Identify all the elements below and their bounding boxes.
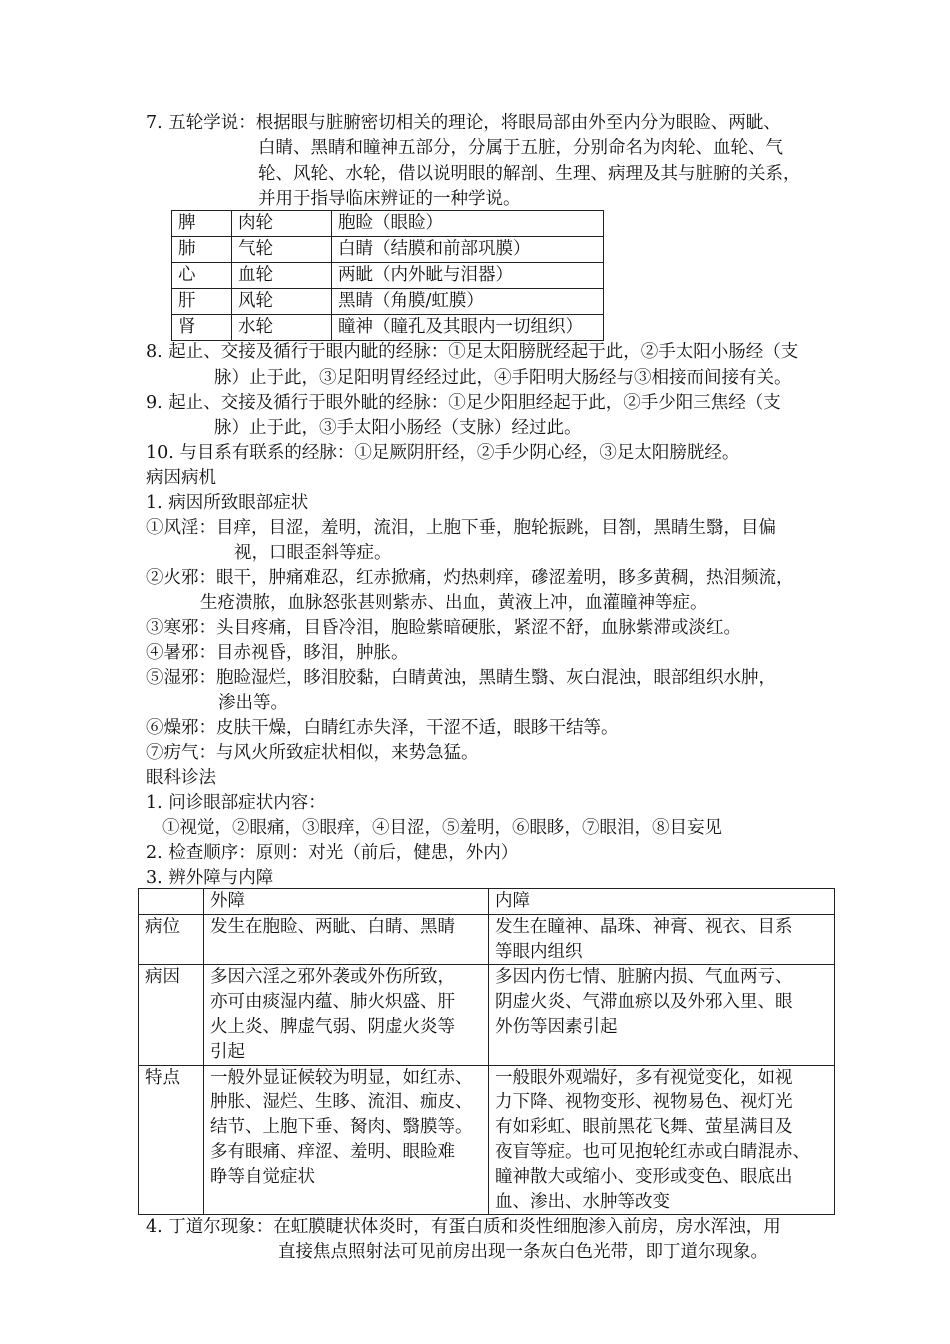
para-7-line2: 白睛、黑睛和瞳神五部分，分属于五脏，分别命名为肉轮、血轮、气 — [258, 138, 783, 158]
zhang-cell-line: 睁等自觉症状 — [210, 1166, 315, 1187]
zhang-cell-line: 瞳神散大或缩小、变形或变色、眼底出 — [495, 1166, 793, 1187]
wulun-row — [172, 315, 604, 341]
wulun-organ: 肺 — [172, 237, 232, 263]
diag-3: 3. 辨外障与内障 — [146, 868, 274, 888]
cause-7: ⑦疠气：与风火所致症状相似，来势急猛。 — [146, 743, 479, 763]
para-9-line1: 9. 起止、交接及循行于眼外眦的经脉：①足少阳胆经起于此，②手少阳三焦经（支 — [146, 393, 781, 413]
zhang-cell-line: 阴虚火炎、气滞血瘀以及外邪入里、眼 — [495, 992, 793, 1013]
zhang-cell-line: 引起 — [210, 1041, 245, 1062]
cause-2-line2: 生疮溃脓，血脉怒张甚则紫赤、出血，黄液上冲，血灌瞳神等症。 — [200, 593, 708, 613]
cause-4: ④暑邪：目赤视昏，眵泪，肿胀。 — [146, 643, 409, 663]
zhang-cell-line: 肿胀、湿烂、生眵、流泪、痂皮、 — [210, 1092, 473, 1113]
zhang-row — [139, 965, 835, 1065]
cause-1-line2: 视，口眼歪斜等症。 — [234, 543, 392, 563]
cause-1-line1: ①风淫：目痒，目涩，羞明，流泪，上胞下垂，胞轮振跳，目劄，黑睛生翳，目偏 — [146, 518, 776, 538]
zhang-cell-nei — [489, 914, 835, 965]
zhang-cell-line: 多有眼痛、痒涩、羞明、眼睑难 — [210, 1141, 455, 1162]
cause-5-line1: ⑤湿邪：胞睑湿烂，眵泪胶黏，白睛黄浊，黑睛生翳、灰白混浊，眼部组织水肿， — [146, 668, 776, 688]
wulun-wheel: 气轮 — [232, 237, 332, 263]
diag-2: 2. 检查顺序：原则：对光（前后，健患，外内） — [146, 843, 519, 863]
zhang-cell-line: 外伤等因素引起 — [495, 1016, 618, 1037]
zhang-cell-line: 夜盲等症。也可见抱轮红赤或白睛混赤、 — [495, 1141, 810, 1162]
cause-6: ⑥燥邪：皮肤干燥，白睛红赤失泽，干涩不适，眼眵干结等。 — [146, 718, 619, 738]
diag-1-items: ①视觉，②眼痛，③眼痒，④目涩，⑤羞明，⑥眼眵，⑦眼泪，⑧目妄见 — [162, 818, 722, 838]
para-4-line2: 直接焦点照射法可见前房出现一条灰白色光带，即丁道尔现象。 — [278, 1242, 768, 1262]
wulun-organ: 脾 — [172, 211, 232, 237]
zhang-cell-line: 发生在胞睑、两眦、白睛、黑睛 — [210, 916, 455, 937]
wulun-organ: 肝 — [172, 289, 232, 315]
zhang-header-empty — [139, 889, 204, 915]
para-8-line2: 脉）止于此，③足阳明胃经经过此，④手阳明大肠经与③相接而间接有关。 — [214, 368, 792, 388]
wulun-table — [171, 210, 604, 341]
wulun-row — [172, 289, 604, 315]
zhang-header-row — [139, 889, 835, 915]
zhang-row-label: 特点 — [139, 1065, 204, 1215]
zhang-cell-nei — [489, 1065, 835, 1215]
wulun-row — [172, 263, 604, 289]
zhang-cell-line: 多因六淫之邪外袭或外伤所致， — [210, 967, 455, 988]
zhang-cell-line: 一般外显证候较为明显，如红赤、 — [210, 1067, 473, 1088]
zhang-cell-line: 结节、上胞下垂、胬肉、翳膜等。 — [210, 1117, 473, 1138]
zhang-cell-line: 血、渗出、水肿等改变 — [495, 1191, 670, 1212]
zhang-cell-line: 有如彩虹、眼前黑花飞舞、萤星满目及 — [495, 1117, 793, 1138]
diag-1: 1. 问诊眼部症状内容： — [146, 793, 326, 813]
wulun-part: 白睛（结膜和前部巩膜） — [332, 237, 604, 263]
cause-5-line2: 渗出等。 — [218, 693, 288, 713]
para-4-line1: 4. 丁道尔现象：在虹膜睫状体炎时，有蛋白质和炎性细胞渗入前房，房水浑浊，用 — [146, 1217, 781, 1237]
zhang-header-wai: 外障 — [204, 889, 489, 915]
zhang-header-nei: 内障 — [489, 889, 835, 915]
zhang-cell-line: 亦可由痰湿内蕴、肺火炽盛、肝 — [210, 992, 455, 1013]
zhang-cell-wai — [204, 965, 489, 1065]
zhang-cell-wai — [204, 914, 489, 965]
cause-3: ③寒邪：头目疼痛，目昏冷泪，胞睑紫暗硬胀，紧涩不舒，血脉紫滞或淡红。 — [146, 618, 741, 638]
para-7-line1: 7. 五轮学说：根据眼与脏腑密切相关的理论，将眼局部由外至内分为眼睑、两眦、 — [146, 113, 781, 133]
wulun-part: 两眦（内外眦与泪器） — [332, 263, 604, 289]
zhang-row — [139, 1065, 835, 1215]
zhang-cell-nei — [489, 965, 835, 1065]
zhang-cell-line: 发生在瞳神、晶珠、神膏、视衣、目系 — [495, 916, 793, 937]
wulun-wheel: 肉轮 — [232, 211, 332, 237]
wulun-row — [172, 237, 604, 263]
wulun-organ: 心 — [172, 263, 232, 289]
para-7-line4: 并用于指导临床辨证的一种学说。 — [258, 189, 521, 209]
zhang-row-label: 病位 — [139, 914, 204, 965]
wulun-organ: 肾 — [172, 315, 232, 341]
wulun-part: 瞳神（瞳孔及其眼内一切组织） — [332, 315, 604, 341]
zhang-row — [139, 914, 835, 965]
zhang-table — [138, 888, 835, 1215]
zhang-cell-line: 力下降、视物变形、视物易色、视灯光 — [495, 1092, 793, 1113]
zhang-cell-line: 等眼内组织 — [495, 941, 583, 962]
zhang-cell-wai — [204, 1065, 489, 1215]
wulun-wheel: 风轮 — [232, 289, 332, 315]
para-10: 10. 与目系有联系的经脉：①足厥阴肝经，②手少阴心经，③足太阳膀胱经。 — [146, 443, 740, 463]
subheading-1: 1. 病因所致眼部症状 — [146, 493, 309, 513]
heading-bingyin: 病因病机 — [146, 468, 216, 488]
cause-2-line1: ②火邪：眼干，肿痛难忍，红赤掀痛，灼热刺痒，磣涩羞明，眵多黄稠，热泪频流， — [146, 568, 794, 588]
zhang-cell-line: 多因内伤七情、脏腑内损、气血两亏、 — [495, 967, 793, 988]
zhang-cell-line: 一般眼外观端好，多有视觉变化，如视 — [495, 1067, 793, 1088]
wulun-wheel: 血轮 — [232, 263, 332, 289]
wulun-part: 黑睛（角膜/虹膜） — [332, 289, 604, 315]
wulun-part: 胞睑（眼睑） — [332, 211, 604, 237]
heading-zhenfa: 眼科诊法 — [146, 768, 216, 788]
wulun-wheel: 水轮 — [232, 315, 332, 341]
zhang-cell-line: 火上炎、脾虚气弱、阴虚火炎等 — [210, 1016, 455, 1037]
zhang-row-label: 病因 — [139, 965, 204, 1065]
para-7-line3: 轮、风轮、水轮，借以说明眼的解剖、生理、病理及其与脏腑的关系， — [258, 164, 801, 184]
para-9-line2: 脉）止于此，③手太阳小肠经（支脉）经过此。 — [214, 418, 582, 438]
para-8-line1: 8. 起止、交接及循行于眼内眦的经脉：①足太阳膀胱经起于此，②手太阳小肠经（支 — [146, 342, 799, 362]
wulun-row — [172, 211, 604, 237]
